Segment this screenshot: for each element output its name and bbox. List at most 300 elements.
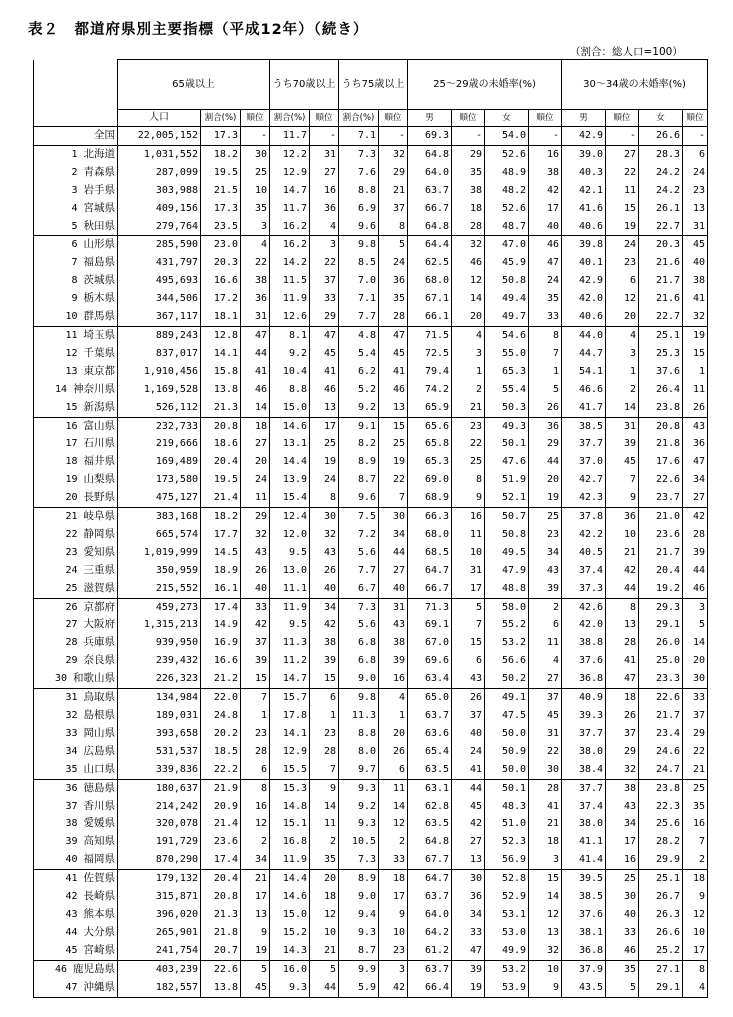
cell-f25: 47.6 (485, 453, 529, 471)
cell-r65: 19.5 (201, 471, 241, 489)
cell-k65: 34 (241, 851, 270, 869)
cell-m30: 39.5 (562, 870, 606, 888)
table-row (34, 417, 708, 435)
cell-k65: 13 (241, 906, 270, 924)
cell-r65: 13.8 (201, 381, 241, 399)
prefecture-number: 12 (65, 347, 78, 359)
cell-k70: 18 (310, 888, 339, 906)
cell-pop: 285,590 (118, 236, 201, 254)
cell-r75: 6.8 (339, 652, 379, 670)
cell-k65: 40 (241, 580, 270, 598)
cell-fk25: 10 (529, 960, 562, 978)
cell-mk25: 1 (452, 363, 485, 381)
cell-k65: 36 (241, 290, 270, 308)
cell-k75: 27 (379, 562, 408, 580)
cell-r70: 8.1 (270, 326, 310, 344)
prefecture-name: 鳥取県 (83, 691, 115, 704)
cell-mk30: 12 (606, 290, 639, 308)
cell-k65: 10 (241, 182, 270, 200)
table-row (34, 761, 708, 779)
cell-mk25: 20 (452, 308, 485, 326)
prefecture-name: 岐阜県 (83, 510, 115, 523)
cell-k65: 35 (241, 200, 270, 218)
cell-k75: 30 (379, 508, 408, 526)
cell-mk30: 6 (606, 272, 639, 290)
cell-f30: 29.9 (639, 851, 683, 869)
cell-m25: 68.9 (408, 489, 452, 507)
cell-f30: 24.6 (639, 743, 683, 761)
cell-mk30: 34 (606, 815, 639, 833)
cell-k65: 37 (241, 634, 270, 652)
cell-f25: 51.0 (485, 815, 529, 833)
cell-k70: 25 (310, 435, 339, 453)
cell-pop: 173,580 (118, 471, 201, 489)
cell-k65: 3 (241, 218, 270, 236)
cell-m25: 63.7 (408, 960, 452, 978)
table-row (34, 182, 708, 200)
table-row (34, 363, 708, 381)
prefecture-name: 長崎県 (83, 890, 115, 903)
prefecture-number: 43 (65, 908, 78, 920)
table-row (34, 399, 708, 417)
cell-k75: - (379, 127, 408, 146)
cell-k70: 33 (310, 290, 339, 308)
cell-r75: 9.8 (339, 689, 379, 707)
table-row (34, 598, 708, 616)
cell-m25: 65.0 (408, 689, 452, 707)
prefecture-number: 32 (65, 710, 78, 721)
cell-f25: 52.1 (485, 489, 529, 507)
cell-k75: 34 (379, 526, 408, 544)
cell-r70: 15.4 (270, 489, 310, 507)
cell-fk30: 10 (683, 924, 708, 942)
cell-mk25: 41 (452, 761, 485, 779)
prefecture-number: 9 (71, 293, 78, 305)
cell-k70: 30 (310, 508, 339, 526)
cell-f25: 49.4 (485, 290, 529, 308)
cell-pop: 134,984 (118, 689, 201, 707)
prefecture-cell (34, 652, 118, 670)
header-rank: 順位 (452, 110, 485, 127)
cell-fk30: 44 (683, 562, 708, 580)
cell-r75: 7.3 (339, 145, 379, 163)
prefecture-name: 愛知県 (83, 545, 115, 558)
prefecture-number: 25 (65, 582, 78, 594)
cell-fk25: 22 (529, 743, 562, 761)
cell-f25: 54.6 (485, 326, 529, 344)
cell-r75: 8.2 (339, 435, 379, 453)
prefecture-number: 41 (65, 873, 78, 885)
cell-k65: 19 (241, 942, 270, 960)
cell-r65: 20.8 (201, 417, 241, 435)
cell-k65: 9 (241, 924, 270, 942)
header-female: 女 (639, 110, 683, 127)
cell-m25: 66.7 (408, 580, 452, 598)
prefecture-cell (34, 471, 118, 489)
cell-k70: 32 (310, 526, 339, 544)
cell-pop: 189,031 (118, 707, 201, 725)
cell-k70: 44 (310, 979, 339, 997)
cell-fk30: 7 (683, 833, 708, 851)
prefecture-name: 島根県 (83, 709, 115, 721)
prefecture-number: 44 (65, 926, 78, 938)
cell-k70: 17 (310, 417, 339, 435)
prefecture-cell (34, 979, 118, 997)
cell-r65: 22.0 (201, 689, 241, 707)
cell-f30: 26.3 (639, 906, 683, 924)
cell-mk30: 4 (606, 326, 639, 344)
cell-pop: 239,432 (118, 652, 201, 670)
cell-r65: 17.4 (201, 598, 241, 616)
cell-f30: 25.3 (639, 345, 683, 363)
cell-pop: 214,242 (118, 798, 201, 816)
cell-r65: 22.2 (201, 761, 241, 779)
cell-f25: 50.2 (485, 670, 529, 688)
prefecture-cell (34, 200, 118, 218)
cell-m30: 41.6 (562, 200, 606, 218)
table-row (34, 508, 708, 526)
prefecture-cell (34, 779, 118, 797)
cell-fk30: 45 (683, 236, 708, 254)
prefecture-number: 29 (65, 655, 78, 667)
cell-m25: 68.5 (408, 544, 452, 562)
cell-f30: 17.6 (639, 453, 683, 471)
cell-k65: 6 (241, 761, 270, 779)
cell-pop: 215,552 (118, 580, 201, 598)
cell-fk25: 40 (529, 218, 562, 236)
cell-r70: 9.2 (270, 345, 310, 363)
cell-k75: 11 (379, 779, 408, 797)
cell-mk25: 18 (452, 200, 485, 218)
cell-fk30: 21 (683, 761, 708, 779)
cell-fk30: 2 (683, 851, 708, 869)
table-row (34, 725, 708, 743)
cell-r70: 11.1 (270, 580, 310, 598)
cell-fk25: 7 (529, 345, 562, 363)
prefecture-cell (34, 707, 118, 725)
cell-fk25: 8 (529, 326, 562, 344)
cell-mk30: 40 (606, 906, 639, 924)
prefecture-cell (34, 689, 118, 707)
cell-mk30: 29 (606, 743, 639, 761)
cell-f25: 53.9 (485, 979, 529, 997)
prefecture-cell (34, 743, 118, 761)
cell-mk25: 22 (452, 435, 485, 453)
table-row (34, 942, 708, 960)
cell-pop: 339,836 (118, 761, 201, 779)
cell-m25: 63.6 (408, 725, 452, 743)
cell-r75: 6.9 (339, 200, 379, 218)
cell-fk30: 26 (683, 399, 708, 417)
cell-mk25: 30 (452, 870, 485, 888)
cell-r65: 18.1 (201, 308, 241, 326)
cell-f30: 22.6 (639, 689, 683, 707)
prefecture-cell (34, 870, 118, 888)
cell-fk30: 12 (683, 906, 708, 924)
cell-pop: 475,127 (118, 489, 201, 507)
prefecture-cell (34, 236, 118, 254)
cell-k70: 19 (310, 453, 339, 471)
cell-r65: 21.2 (201, 670, 241, 688)
cell-k65: 42 (241, 616, 270, 634)
prefecture-name: 青森県 (83, 165, 115, 178)
cell-m30: 42.9 (562, 127, 606, 146)
cell-r65: 21.4 (201, 815, 241, 833)
cell-pop: 1,031,552 (118, 145, 201, 163)
cell-r65: 17.3 (201, 200, 241, 218)
cell-r65: 16.6 (201, 272, 241, 290)
cell-r70: 12.0 (270, 526, 310, 544)
table-row (34, 272, 708, 290)
cell-k75: 23 (379, 942, 408, 960)
cell-k70: 11 (310, 815, 339, 833)
table-row (34, 670, 708, 688)
cell-k75: 33 (379, 851, 408, 869)
cell-pop: 393,658 (118, 725, 201, 743)
cell-mk25: 16 (452, 508, 485, 526)
cell-m25: 62.5 (408, 254, 452, 272)
cell-fk25: 5 (529, 381, 562, 399)
cell-r75: 7.3 (339, 598, 379, 616)
cell-r75: 7.1 (339, 127, 379, 146)
cell-r70: 11.9 (270, 851, 310, 869)
prefecture-name: 千葉県 (83, 346, 115, 359)
cell-f25: 48.2 (485, 182, 529, 200)
cell-pop: 344,506 (118, 290, 201, 308)
prefecture-name: 栃木県 (83, 292, 115, 305)
header-blank (34, 110, 118, 127)
cell-k70: 12 (310, 906, 339, 924)
prefecture-number: 39 (65, 836, 78, 848)
cell-f30: 27.1 (639, 960, 683, 978)
cell-mk30: 38 (606, 779, 639, 797)
cell-r70: 9.3 (270, 979, 310, 997)
cell-m25: 63.5 (408, 815, 452, 833)
cell-mk30: 2 (606, 381, 639, 399)
cell-fk25: 27 (529, 670, 562, 688)
cell-f30: 23.8 (639, 399, 683, 417)
cell-m25: 63.7 (408, 182, 452, 200)
cell-r75: 9.9 (339, 960, 379, 978)
cell-r75: 9.0 (339, 888, 379, 906)
cell-m30: 39.8 (562, 236, 606, 254)
cell-r70: 8.8 (270, 381, 310, 399)
cell-pop: 265,901 (118, 924, 201, 942)
cell-r65: 20.3 (201, 254, 241, 272)
cell-m25: 63.7 (408, 707, 452, 725)
prefecture-name: 秋田県 (83, 219, 115, 232)
cell-r70: 9.5 (270, 616, 310, 634)
prefecture-name: 愛媛県 (83, 817, 115, 830)
cell-f25: 50.1 (485, 779, 529, 797)
cell-k65: 17 (241, 888, 270, 906)
cell-r75: 8.5 (339, 254, 379, 272)
cell-k70: 13 (310, 399, 339, 417)
cell-f25: 48.3 (485, 798, 529, 816)
prefecture-name: 北海道 (83, 147, 115, 160)
cell-f25: 52.6 (485, 145, 529, 163)
cell-fk25: 19 (529, 489, 562, 507)
prefecture-number: 28 (65, 637, 78, 649)
cell-mk25: 45 (452, 798, 485, 816)
cell-pop: 182,557 (118, 979, 201, 997)
prefecture-name: 岡山県 (83, 726, 115, 739)
cell-r70: 16.8 (270, 833, 310, 851)
cell-k70: 16 (310, 182, 339, 200)
cell-r70: 12.9 (270, 164, 310, 182)
cell-m30: 38.5 (562, 417, 606, 435)
cell-f25: 55.2 (485, 616, 529, 634)
cell-mk25: 17 (452, 580, 485, 598)
cell-k70: 29 (310, 308, 339, 326)
prefecture-number: 18 (65, 456, 78, 468)
cell-r75: 10.5 (339, 833, 379, 851)
cell-f25: 52.6 (485, 200, 529, 218)
cell-r65: 18.5 (201, 743, 241, 761)
cell-m25: 68.0 (408, 272, 452, 290)
cell-k75: 15 (379, 417, 408, 435)
table-row (34, 254, 708, 272)
prefecture-name: 山形県 (83, 238, 115, 251)
cell-fk30: 39 (683, 544, 708, 562)
prefecture-name: 熊本県 (83, 907, 115, 920)
prefecture-number: 6 (71, 239, 78, 251)
cell-m30: 38.0 (562, 815, 606, 833)
table-row (34, 562, 708, 580)
table-row (34, 689, 708, 707)
cell-k75: 25 (379, 435, 408, 453)
table-row (34, 652, 708, 670)
cell-fk30: 40 (683, 254, 708, 272)
header-ratio: 割合(%) (201, 110, 241, 127)
cell-k70: 37 (310, 272, 339, 290)
cell-fk30: 42 (683, 508, 708, 526)
prefecture-name: 山口県 (83, 762, 115, 775)
cell-r70: 12.9 (270, 743, 310, 761)
cell-pop: 495,693 (118, 272, 201, 290)
cell-k65: 38 (241, 272, 270, 290)
table-row (34, 164, 708, 182)
cell-fk30: 15 (683, 345, 708, 363)
cell-mk30: 19 (606, 218, 639, 236)
prefecture-cell (34, 453, 118, 471)
prefecture-name: 滋賀県 (83, 581, 115, 594)
cell-f30: 24.2 (639, 164, 683, 182)
cell-k65: 33 (241, 598, 270, 616)
cell-mk25: 43 (452, 670, 485, 688)
cell-m25: 64.8 (408, 145, 452, 163)
cell-r75: 9.3 (339, 924, 379, 942)
prefecture-number: 13 (65, 365, 78, 377)
prefecture-name: 高知県 (83, 835, 115, 848)
cell-mk25: 28 (452, 218, 485, 236)
cell-mk25: 29 (452, 145, 485, 163)
cell-k70: 9 (310, 779, 339, 797)
prefecture-number: 40 (65, 854, 78, 866)
cell-r75: 7.6 (339, 164, 379, 182)
prefecture-name: 福島県 (83, 256, 115, 269)
cell-r65: 15.8 (201, 363, 241, 381)
cell-r65: 18.9 (201, 562, 241, 580)
prefecture-number: 5 (71, 220, 78, 232)
prefecture-name: 静岡県 (83, 527, 115, 540)
cell-fk25: 16 (529, 145, 562, 163)
cell-fk25: 43 (529, 562, 562, 580)
table-row (34, 634, 708, 652)
cell-r65: 16.6 (201, 652, 241, 670)
cell-mk25: 4 (452, 326, 485, 344)
cell-r70: 14.7 (270, 670, 310, 688)
cell-k75: 40 (379, 580, 408, 598)
cell-r75: 7.0 (339, 272, 379, 290)
cell-k70: 2 (310, 833, 339, 851)
header-rank: 順位 (529, 110, 562, 127)
cell-mk25: 35 (452, 164, 485, 182)
cell-m25: 64.7 (408, 562, 452, 580)
cell-k65: 4 (241, 236, 270, 254)
cell-f25: 58.0 (485, 598, 529, 616)
cell-m30: 37.3 (562, 580, 606, 598)
cell-fk25: 37 (529, 689, 562, 707)
cell-r65: 21.3 (201, 399, 241, 417)
cell-r75: 5.9 (339, 979, 379, 997)
prefecture-cell (34, 218, 118, 236)
cell-mk30: 1 (606, 363, 639, 381)
cell-fk30: 8 (683, 960, 708, 978)
cell-k75: 12 (379, 815, 408, 833)
cell-r65: 24.8 (201, 707, 241, 725)
cell-fk25: 38 (529, 164, 562, 182)
prefecture-cell (34, 417, 118, 435)
cell-fk30: 28 (683, 526, 708, 544)
cell-r70: 11.2 (270, 652, 310, 670)
prefecture-number: 17 (65, 438, 78, 450)
prefecture-cell (34, 888, 118, 906)
cell-k70: 4 (310, 218, 339, 236)
cell-mk30: 33 (606, 924, 639, 942)
header-ratio: 割合(%) (270, 110, 310, 127)
prefecture-cell (34, 960, 118, 978)
prefecture-name: 大阪府 (83, 618, 115, 631)
cell-f30: 25.1 (639, 326, 683, 344)
cell-fk25: 11 (529, 634, 562, 652)
cell-m30: 40.6 (562, 308, 606, 326)
cell-m25: 69.6 (408, 652, 452, 670)
cell-f25: 49.9 (485, 942, 529, 960)
cell-mk25: 44 (452, 779, 485, 797)
cell-k75: 8 (379, 218, 408, 236)
cell-m25: 64.0 (408, 906, 452, 924)
cell-m30: 54.1 (562, 363, 606, 381)
cell-m25: 64.7 (408, 870, 452, 888)
cell-f25: 53.1 (485, 906, 529, 924)
cell-fk30: 27 (683, 489, 708, 507)
cell-r65: 14.1 (201, 345, 241, 363)
ratio-note: （割合：総人口=100） (570, 46, 683, 58)
cell-fk25: 26 (529, 399, 562, 417)
cell-pop: 22,005,152 (118, 127, 201, 146)
prefecture-cell (34, 616, 118, 634)
cell-m25: 66.4 (408, 979, 452, 997)
cell-mk25: 38 (452, 182, 485, 200)
table-row (34, 906, 708, 924)
cell-fk30: 23 (683, 182, 708, 200)
cell-r75: 7.7 (339, 562, 379, 580)
cell-f30: 29.1 (639, 616, 683, 634)
cell-r70: 11.7 (270, 200, 310, 218)
cell-mk30: 41 (606, 652, 639, 670)
prefecture-name: 広島県 (83, 744, 115, 757)
